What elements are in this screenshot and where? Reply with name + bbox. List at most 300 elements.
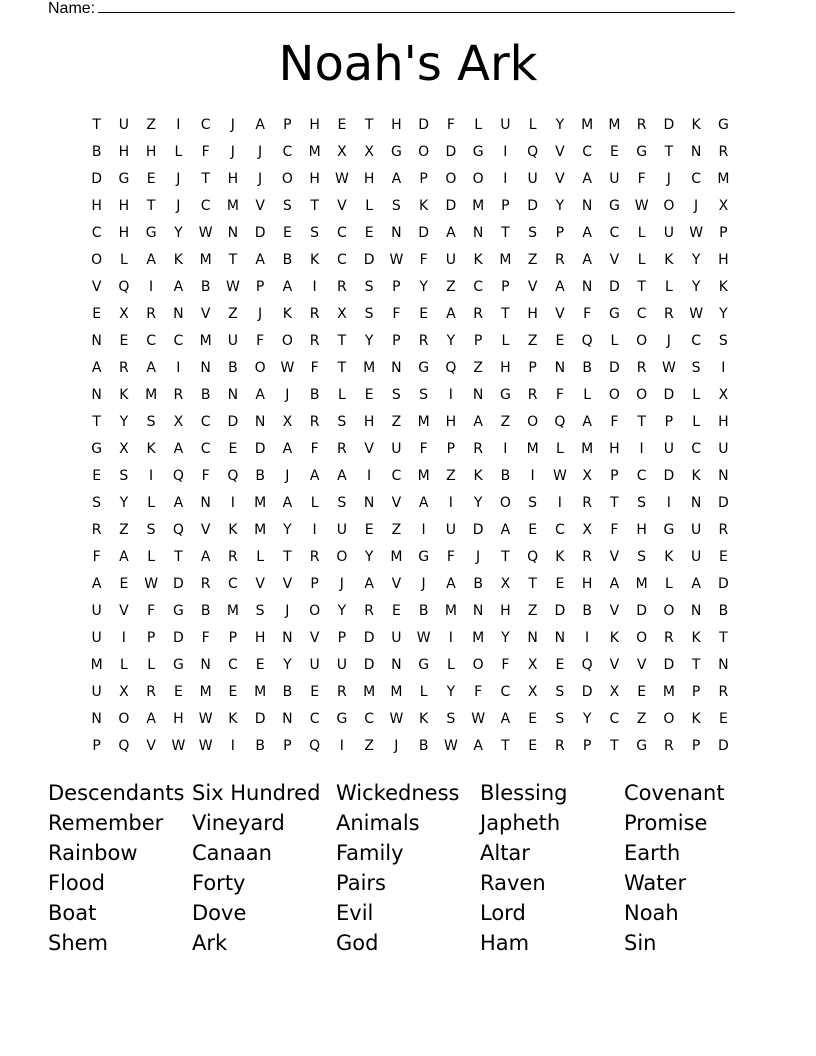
grid-letter: P <box>228 630 238 646</box>
grid-letter: I <box>149 279 154 295</box>
grid-letter: H <box>254 630 266 646</box>
grid-row <box>83 166 737 193</box>
word-bank-item: Japheth <box>480 811 561 835</box>
grid-letter: S <box>337 495 347 511</box>
grid-letter: T <box>501 225 510 241</box>
grid-letter: S <box>310 225 320 241</box>
grid-letter: B <box>582 603 592 619</box>
grid-letter: E <box>119 576 129 592</box>
grid-letter: H <box>145 144 157 160</box>
grid-letter: N <box>718 468 729 484</box>
grid-letter: X <box>119 441 129 457</box>
grid-letter: S <box>528 495 538 511</box>
grid-letter: S <box>364 279 374 295</box>
grid-letter: T <box>283 549 292 565</box>
grid-letter: N <box>173 306 184 322</box>
grid-letter: H <box>718 414 729 430</box>
grid-letter: V <box>609 252 620 268</box>
grid-letter: D <box>717 576 729 592</box>
grid-letter: H <box>718 252 729 268</box>
grid-letter: D <box>254 711 266 727</box>
grid-letter: L <box>692 414 701 430</box>
grid-letter: X <box>282 414 293 430</box>
grid-letter: K <box>718 279 728 295</box>
grid-letter: M <box>308 144 321 160</box>
grid-letter: H <box>500 360 511 376</box>
grid-letter: V <box>391 576 402 592</box>
grid-letter: Z <box>636 711 647 727</box>
grid-letter: M <box>145 387 158 403</box>
grid-letter: X <box>337 306 347 322</box>
grid-row <box>83 733 737 760</box>
grid-letter: M <box>226 198 239 214</box>
grid-letter: A <box>309 468 320 484</box>
grid-letter: N <box>472 387 484 403</box>
grid-letter: C <box>336 225 347 241</box>
word-bank-item: Earth <box>624 841 681 865</box>
grid-letter: F <box>201 144 210 160</box>
grid-letter: A <box>146 711 156 727</box>
name-field[interactable] <box>48 0 748 19</box>
grid-letter: T <box>337 333 347 349</box>
grid-letter: L <box>501 333 510 349</box>
grid-letter: V <box>255 198 265 214</box>
grid-letter: Q <box>527 144 539 160</box>
grid-letter: D <box>608 360 620 376</box>
word-bank-item: Promise <box>624 811 708 835</box>
grid-letter: W <box>389 252 404 268</box>
grid-letter: K <box>419 198 429 214</box>
grid-letter: Q <box>172 468 184 484</box>
grid-letter: B <box>500 468 511 484</box>
grid-letter: A <box>582 171 592 187</box>
grid-letter: T <box>664 144 674 160</box>
grid-letter: V <box>200 306 211 322</box>
name-blank-line[interactable] <box>98 0 735 13</box>
grid-letter: Q <box>118 279 130 295</box>
grid-letter: M <box>581 117 594 133</box>
grid-letter: D <box>172 630 184 646</box>
grid-letter: S <box>691 360 701 376</box>
grid-letter: N <box>581 198 593 214</box>
word-bank-item: Blessing <box>480 781 568 805</box>
grid-letter: E <box>528 738 538 754</box>
grid-letter: U <box>691 549 702 565</box>
grid-letter: X <box>582 468 592 484</box>
grid-letter: R <box>309 333 320 349</box>
grid-letter: V <box>255 576 265 592</box>
grid-letter: Y <box>691 279 701 295</box>
grid-letter: J <box>394 738 399 754</box>
grid-letter: R <box>91 522 102 538</box>
grid-letter: U <box>445 252 456 268</box>
grid-letter: U <box>336 657 347 673</box>
grid-letter: R <box>228 549 238 565</box>
grid-letter: E <box>364 522 374 538</box>
grid-letter: R <box>309 306 320 322</box>
grid-letter: U <box>500 117 511 133</box>
grid-letter: R <box>337 441 347 457</box>
grid-letter: A <box>582 252 592 268</box>
grid-letter: E <box>555 576 565 592</box>
grid-letter: C <box>364 711 375 727</box>
grid-letter: Q <box>554 414 566 430</box>
grid-letter: Y <box>555 117 565 133</box>
grid-letter: I <box>503 144 508 160</box>
grid-letter: S <box>92 495 102 511</box>
grid-letter: E <box>119 333 129 349</box>
grid-letter: K <box>173 252 183 268</box>
grid-letter: A <box>582 225 592 241</box>
grid-letter: I <box>557 495 562 511</box>
grid-letter: K <box>691 711 701 727</box>
grid-letter: B <box>418 603 429 619</box>
grid-letter: S <box>718 333 728 349</box>
word-bank-item: Flood <box>48 871 105 895</box>
grid-letter: H <box>391 117 402 133</box>
grid-letter: D <box>663 657 675 673</box>
grid-letter: C <box>200 117 211 133</box>
grid-letter: S <box>146 414 156 430</box>
grid-letter: C <box>200 441 211 457</box>
grid-letter: A <box>173 495 184 511</box>
grid-letter: A <box>91 360 102 376</box>
grid-letter: J <box>230 144 235 160</box>
grid-letter: C <box>309 711 320 727</box>
grid-letter: R <box>718 144 729 160</box>
grid-letter: L <box>147 657 156 673</box>
grid-letter: T <box>719 630 728 646</box>
word-bank-item: Family <box>336 841 404 865</box>
grid-letter: W <box>552 468 567 484</box>
grid-letter: D <box>663 468 675 484</box>
grid-letter: W <box>334 171 349 187</box>
grid-letter: A <box>173 279 184 295</box>
grid-row <box>83 544 737 571</box>
grid-letter: Y <box>555 198 565 214</box>
grid-letter: M <box>499 252 512 268</box>
grid-letter: M <box>717 171 730 187</box>
grid-letter: B <box>200 279 211 295</box>
word-bank-item: Remember <box>48 811 164 835</box>
grid-letter: G <box>172 603 184 619</box>
grid-letter: H <box>581 576 593 592</box>
grid-letter: V <box>555 306 565 322</box>
grid-letter: U <box>391 630 402 646</box>
grid-letter: V <box>119 603 129 619</box>
grid-row <box>83 382 737 409</box>
word-bank-item: Water <box>624 871 687 895</box>
grid-letter: T <box>174 549 183 565</box>
page-title: Noah's Ark <box>278 36 538 92</box>
grid-letter: Q <box>172 522 184 538</box>
grid-letter: E <box>528 522 538 538</box>
grid-letter: J <box>666 171 671 187</box>
grid-letter: G <box>608 198 620 214</box>
grid-letter: C <box>200 414 211 430</box>
grid-letter: I <box>585 630 590 646</box>
grid-letter: E <box>92 468 102 484</box>
grid-letter: K <box>119 387 129 403</box>
grid-letter: L <box>664 576 673 592</box>
grid-letter: T <box>691 657 701 673</box>
grid-letter: F <box>310 441 319 457</box>
grid-letter: E <box>718 549 728 565</box>
grid-letter: L <box>174 144 183 160</box>
grid-letter: L <box>637 225 646 241</box>
grid-letter: S <box>255 603 265 619</box>
grid-letter: Y <box>283 657 292 673</box>
grid-letter: M <box>472 198 485 214</box>
grid-letter: K <box>691 117 701 133</box>
grid-letter: A <box>146 360 156 376</box>
grid-letter: P <box>283 117 292 133</box>
grid-letter: G <box>608 306 620 322</box>
grid-letter: G <box>145 225 157 241</box>
grid-letter: G <box>636 738 648 754</box>
grid-letter: J <box>285 603 290 619</box>
grid-letter: T <box>637 279 646 295</box>
grid-letter: A <box>446 576 456 592</box>
grid-letter: L <box>692 387 701 403</box>
grid-row <box>83 679 737 706</box>
grid-letter: X <box>500 576 511 592</box>
grid-letter: U <box>527 171 538 187</box>
grid-letter: C <box>227 657 238 673</box>
grid-letter: Y <box>364 333 374 349</box>
grid-letter: D <box>172 576 184 592</box>
grid-letter: B <box>200 603 211 619</box>
word-bank-item: Altar <box>480 841 530 865</box>
grid-letter: W <box>171 738 186 754</box>
grid-letter: L <box>256 549 265 565</box>
grid-letter: W <box>634 198 649 214</box>
grid-letter: P <box>501 279 510 295</box>
grid-letter: S <box>555 684 565 700</box>
grid-letter: I <box>312 522 317 538</box>
grid-letter: D <box>418 225 430 241</box>
grid-letter: W <box>198 225 213 241</box>
grid-letter: H <box>609 441 620 457</box>
grid-letter: O <box>663 198 675 214</box>
grid-letter: I <box>149 468 154 484</box>
grid-letter: O <box>472 657 484 673</box>
grid-letter: K <box>664 549 674 565</box>
grid-letter: X <box>337 144 347 160</box>
grid-letter: S <box>146 522 156 538</box>
grid-letter: W <box>280 360 295 376</box>
grid-letter: Z <box>146 117 156 133</box>
grid-letter: Z <box>364 738 374 754</box>
grid-letter: P <box>446 441 456 457</box>
grid-letter: C <box>582 144 593 160</box>
grid-letter: N <box>91 333 102 349</box>
grid-letter: Q <box>527 549 539 565</box>
grid-letter: I <box>230 495 235 511</box>
word-bank-item: Wickedness <box>336 781 460 805</box>
grid-letter: N <box>391 360 402 376</box>
grid-letter: B <box>255 468 265 484</box>
grid-letter: A <box>337 468 347 484</box>
grid-letter: I <box>448 387 453 403</box>
grid-letter: B <box>309 387 320 403</box>
grid-letter: E <box>228 684 238 700</box>
grid-letter: S <box>419 387 429 403</box>
grid-letter: D <box>254 225 266 241</box>
grid-letter: A <box>173 441 184 457</box>
grid-letter: U <box>309 657 320 673</box>
grid-letter: K <box>691 468 701 484</box>
grid-row <box>83 139 737 166</box>
grid-letter: P <box>337 630 347 646</box>
grid-letter: M <box>199 684 212 700</box>
grid-letter: F <box>256 333 265 349</box>
grid-letter: Z <box>527 252 538 268</box>
grid-letter: R <box>337 279 347 295</box>
grid-letter: G <box>499 387 511 403</box>
grid-letter: W <box>198 738 213 754</box>
grid-letter: L <box>583 387 592 403</box>
grid-letter: Q <box>581 657 593 673</box>
grid-letter: S <box>555 711 565 727</box>
grid-letter: R <box>473 441 483 457</box>
grid-letter: A <box>555 279 565 295</box>
grid-row <box>83 490 737 517</box>
grid-letter: N <box>282 711 293 727</box>
grid-letter: M <box>254 684 267 700</box>
grid-letter: V <box>527 279 538 295</box>
grid-letter: O <box>281 333 293 349</box>
grid-letter: S <box>119 468 129 484</box>
grid-letter: R <box>718 684 729 700</box>
grid-letter: U <box>91 684 102 700</box>
grid-letter: W <box>471 711 486 727</box>
grid-letter: P <box>419 171 428 187</box>
grid-letter: Z <box>446 279 456 295</box>
grid-row <box>83 463 737 490</box>
grid-letter: J <box>421 576 426 592</box>
grid-letter: L <box>637 252 646 268</box>
grid-letter: A <box>364 576 374 592</box>
grid-letter: X <box>527 684 538 700</box>
grid-letter: B <box>255 738 265 754</box>
grid-letter: W <box>198 711 213 727</box>
grid-letter: M <box>390 684 403 700</box>
grid-letter: X <box>364 144 374 160</box>
grid-letter: H <box>118 198 130 214</box>
grid-letter: N <box>581 279 593 295</box>
grid-letter: E <box>555 333 565 349</box>
grid-letter: I <box>421 522 426 538</box>
grid-letter: U <box>663 441 674 457</box>
grid-letter: V <box>337 198 347 214</box>
grid-letter: T <box>501 306 510 322</box>
grid-letter: N <box>227 387 239 403</box>
grid-letter: Y <box>582 711 592 727</box>
grid-letter: N <box>554 360 566 376</box>
grid-letter: L <box>310 495 319 511</box>
grid-letter: M <box>226 603 239 619</box>
grid-letter: E <box>555 657 565 673</box>
grid-letter: H <box>527 306 538 322</box>
word-bank-item: Rainbow <box>48 841 138 865</box>
grid-letter: Y <box>501 630 510 646</box>
grid-letter: J <box>694 198 699 214</box>
grid-letter: V <box>91 279 102 295</box>
grid-letter: A <box>609 576 620 592</box>
grid-letter: I <box>503 171 508 187</box>
grid-letter: T <box>146 198 156 214</box>
grid-letter: D <box>445 198 457 214</box>
grid-letter: L <box>664 279 673 295</box>
grid-letter: M <box>472 630 485 646</box>
grid-letter: L <box>555 441 564 457</box>
grid-letter: I <box>176 117 181 133</box>
grid-row <box>83 436 737 463</box>
grid-letter: G <box>418 657 430 673</box>
grid-letter: I <box>230 738 235 754</box>
grid-row <box>83 598 737 625</box>
grid-letter: M <box>254 495 267 511</box>
grid-letter: P <box>92 738 101 754</box>
grid-letter: D <box>636 603 648 619</box>
grid-letter: Z <box>527 333 538 349</box>
grid-letter: O <box>472 171 484 187</box>
grid-letter: J <box>230 117 235 133</box>
grid-letter: U <box>609 171 620 187</box>
grid-letter: P <box>283 738 292 754</box>
grid-letter: I <box>666 495 671 511</box>
grid-letter: C <box>636 306 647 322</box>
grid-letter: Y <box>446 684 456 700</box>
grid-letter: U <box>118 117 129 133</box>
grid-letter: P <box>310 576 319 592</box>
grid-letter: E <box>337 117 347 133</box>
grid-letter: P <box>610 468 619 484</box>
grid-letter: D <box>717 495 729 511</box>
grid-letter: J <box>285 468 290 484</box>
grid-letter: M <box>526 441 539 457</box>
grid-letter: V <box>146 738 156 754</box>
grid-letter: F <box>392 306 401 322</box>
grid-letter: Q <box>227 468 239 484</box>
grid-letter: G <box>390 144 402 160</box>
grid-letter: U <box>391 441 402 457</box>
grid-letter: E <box>391 603 401 619</box>
grid-row <box>83 625 737 652</box>
grid-letter: K <box>419 711 429 727</box>
grid-letter: M <box>363 684 376 700</box>
grid-letter: K <box>555 549 565 565</box>
grid-letter: H <box>363 171 375 187</box>
grid-letter: C <box>146 333 157 349</box>
grid-letter: L <box>419 684 428 700</box>
word-search-grid <box>83 112 737 760</box>
grid-letter: D <box>608 279 620 295</box>
grid-letter: E <box>528 711 538 727</box>
grid-letter: M <box>199 252 212 268</box>
grid-letter: G <box>418 549 430 565</box>
grid-letter: R <box>555 738 565 754</box>
word-bank-item: Shem <box>48 931 109 955</box>
grid-letter: P <box>473 333 483 349</box>
grid-letter: T <box>228 252 238 268</box>
grid-letter: N <box>718 657 729 673</box>
grid-letter: L <box>337 387 346 403</box>
grid-letter: I <box>312 279 317 295</box>
grid-letter: P <box>528 360 537 376</box>
grid-letter: F <box>474 684 483 700</box>
